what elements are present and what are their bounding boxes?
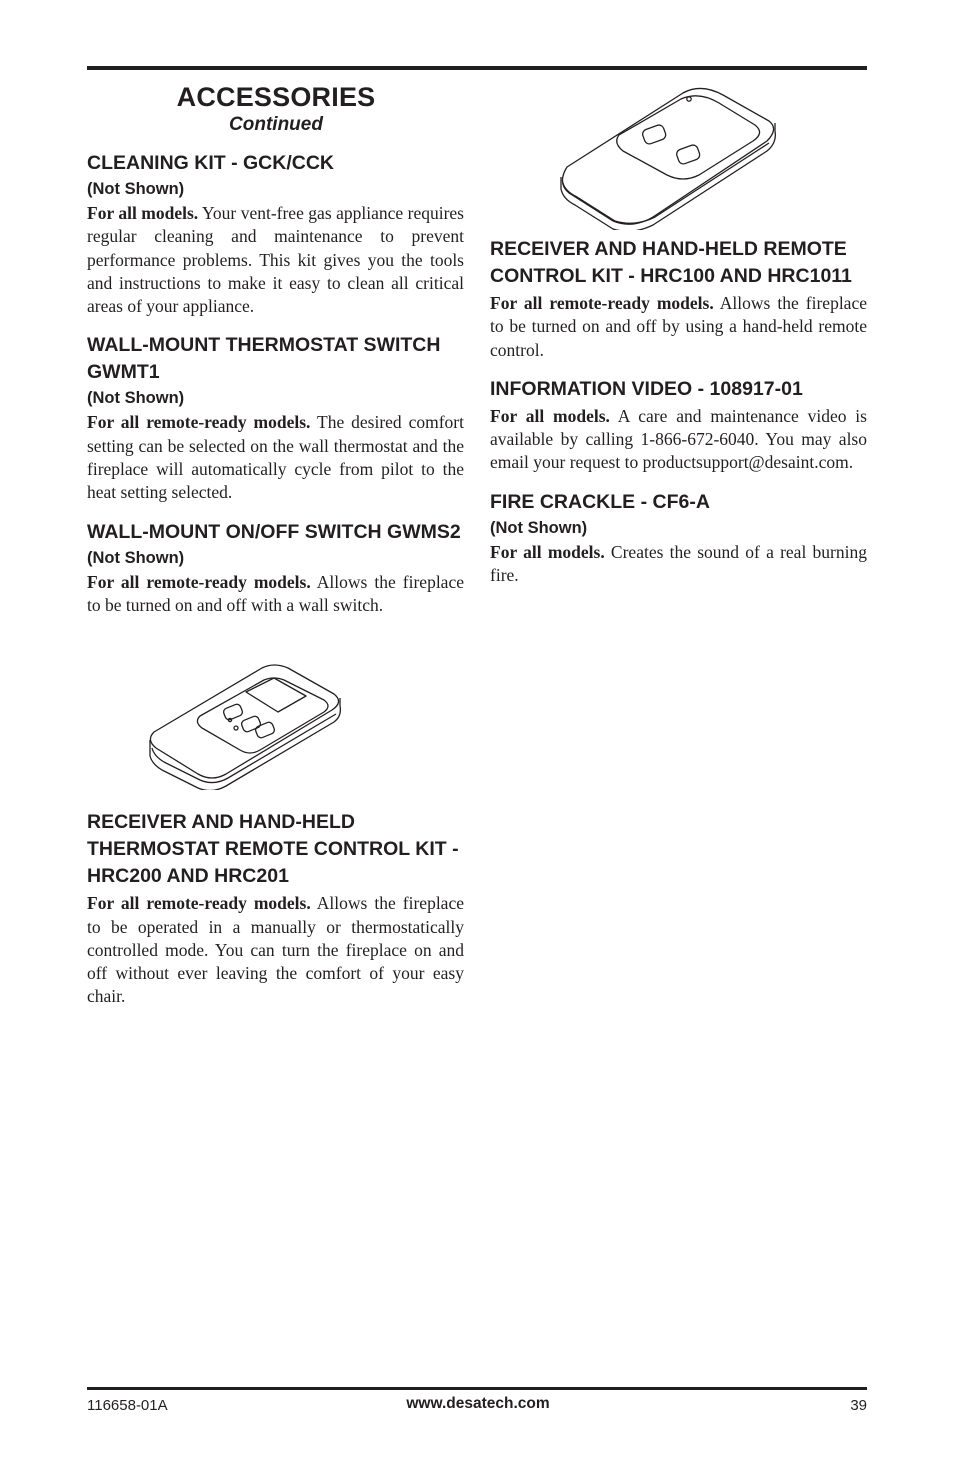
body-text: Creates the sound of a real burning fire. (490, 541, 867, 586)
body-text: Allows the fireplace to be turned on and off by using a hand-held remote control. (490, 293, 867, 360)
not-shown-note: (Not Shown) (490, 518, 588, 537)
thermostat-remote-illustration (146, 662, 346, 790)
section-body (87, 571, 464, 618)
body-lead: For all models. (87, 203, 199, 223)
section-heading: WALL-MOUNT ON/OFF SWITCH GWMS2 (87, 520, 461, 543)
section-body (490, 405, 867, 475)
section-heading: INFORMATION VIDEO - 108917-01 (490, 377, 803, 400)
section-heading: FIRE CRACKLE - CF6-A (490, 490, 710, 513)
section-information-video (490, 376, 867, 475)
section-heading: RECEIVER AND HAND-HELD REMOTE CONTROL KIT - HRC100 AND HRC1011 (490, 238, 852, 287)
body-lead: For all remote-ready models. (490, 293, 714, 313)
body-text: Your vent-free gas appliance requires regular cleaning and maintenance to prevent performance problems. This kit gives you the tools and instructions to make it easy to clean all critical areas of your appliance. (87, 203, 464, 317)
page-number: 39 (850, 1397, 867, 1414)
website-link[interactable]: www.desatech.com (406, 1395, 550, 1412)
section-body (87, 411, 464, 504)
body-text: Allows the fireplace to be operated in a manually or thermostatically controlled mode. You can turn the fireplace on and off without ever leaving the comfort of your easy chair. (87, 893, 464, 1007)
not-shown-note: (Not Shown) (87, 548, 185, 567)
not-shown-note: (Not Shown) (87, 389, 185, 408)
section-cleaning-kit (87, 150, 464, 318)
body-text: The desired comfort setting can be selected on the wall thermostat and the fireplace will automatically cycle from pilot to the heat setting selected. (87, 412, 464, 503)
body-lead: For all models. (490, 405, 610, 426)
section-wall-thermostat (87, 332, 464, 504)
section-body (87, 892, 464, 1008)
right-column (490, 236, 867, 587)
body-lead: For all remote-ready models. (87, 893, 311, 914)
section-body (490, 541, 867, 588)
handheld-remote-illustration (555, 85, 780, 230)
section-fire-crackle (490, 489, 867, 588)
bottom-rule (87, 1387, 867, 1390)
body-text: A care and maintenance video is available by calling 1-866-672-6040. You may also email your request to productsupport@desaint.com. (490, 405, 867, 473)
body-lead: For all models. (490, 541, 605, 562)
page-subtitle: Continued (229, 114, 323, 135)
left-column (87, 150, 464, 1009)
section-heading: WALL-MOUNT THERMOSTAT SWITCH GWMT1 (87, 334, 441, 384)
section-remote-control-kit (490, 236, 867, 362)
page-title: ACCESSORIES (176, 82, 376, 112)
section-wall-switch (87, 519, 464, 618)
section-body (490, 292, 867, 362)
section-thermostat-remote-kit (87, 809, 464, 1008)
section-heading: CLEANING KIT - GCK/CCK (87, 152, 334, 174)
body-lead: For all remote-ready models. (87, 571, 311, 592)
section-body (87, 202, 464, 318)
body-lead: For all remote-ready models. (87, 412, 311, 433)
not-shown-note: (Not Shown) (87, 180, 185, 198)
document-number: 116658-01A (87, 1397, 168, 1414)
section-heading: RECEIVER AND HAND-HELD THERMOSTAT REMOTE CONTROL KIT - HRC200 AND HRC201 (87, 811, 459, 888)
top-rule (87, 66, 867, 70)
body-text: Allows the fireplace to be turned on and off with a wall switch. (87, 571, 464, 615)
